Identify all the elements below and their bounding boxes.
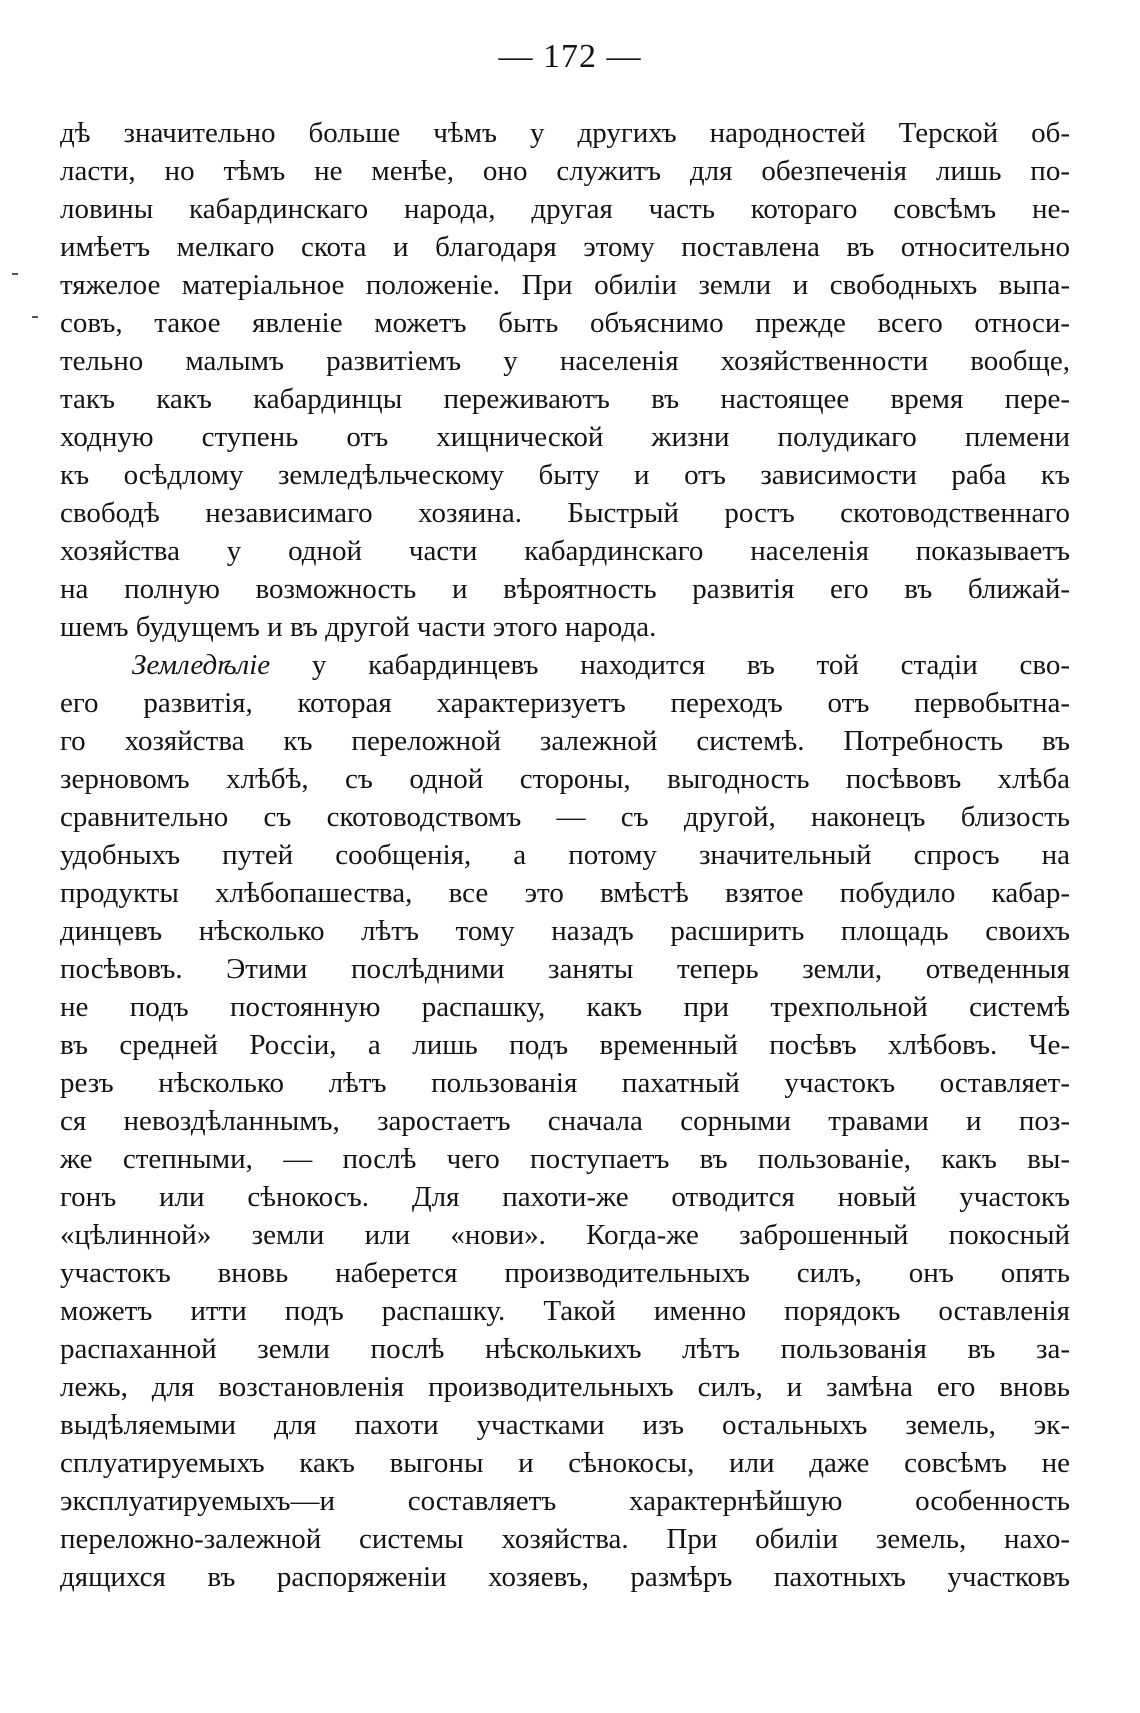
text-line: зерновомъ хлѣбѣ, съ одной стороны, выгодность посѣвовъ хлѣба bbox=[60, 763, 1070, 795]
text-line: имѣетъ мелкаго скота и благодаря этому поставлена въ относительно bbox=[60, 231, 1070, 263]
text-line: ся невоздѣланнымъ, заростаетъ сначала сорными травами и поз- bbox=[60, 1105, 1070, 1137]
paragraph-2 bbox=[60, 646, 1070, 1596]
text-line: продукты хлѣбопашества, все это вмѣстѣ взятое побудило кабар- bbox=[60, 877, 1070, 909]
text-line: удобныхъ путей сообщенія, а потому значительный спросъ на bbox=[60, 839, 1070, 871]
text-line: тяжелое матеріальное положеніе. При обиліи земли и свободныхъ выпа- bbox=[60, 269, 1070, 301]
margin-mark bbox=[32, 316, 38, 318]
text-line: ходную ступень отъ хищнической жизни полудикаго племени bbox=[60, 421, 1070, 453]
text-line: дящихся въ распоряженіи хозяевъ, размѣръ пахотныхъ участковъ bbox=[60, 1561, 1070, 1593]
text-line: динцевъ нѣсколько лѣтъ тому назадъ расширить площадь своихъ bbox=[60, 915, 1070, 947]
text-line: го хозяйства къ переложной залежной системѣ. Потребность въ bbox=[60, 725, 1070, 757]
text-line: тельно малымъ развитіемъ у населенія хозяйственности вообще, bbox=[60, 345, 1070, 377]
emphasis-term: Земледѣліе bbox=[132, 649, 271, 681]
text-line: въ средней Россіи, а лишь подъ временный посѣвъ хлѣбовъ. Че- bbox=[60, 1029, 1070, 1061]
text-fragment: у кабардинцевъ находится въ той стадіи сво- bbox=[270, 649, 1070, 681]
text-line bbox=[60, 646, 1070, 684]
text-line: можетъ итти подъ распашку. Такой именно порядокъ оставленія bbox=[60, 1295, 1070, 1327]
text-line: его развитія, которая характеризуетъ переходъ отъ первобытна- bbox=[60, 687, 1070, 719]
text-line: выдѣляемыми для пахоти участками изъ остальныхъ земель, эк- bbox=[60, 1409, 1070, 1441]
text-line: сравнительно съ скотоводствомъ — съ другой, наконецъ близость bbox=[60, 801, 1070, 833]
text-line: переложно-залежной системы хозяйства. При обиліи земель, нахо- bbox=[60, 1523, 1070, 1555]
text-line: гонъ или сѣнокосъ. Для пахоти-же отводится новый участокъ bbox=[60, 1181, 1070, 1213]
text-line: не подъ постоянную распашку, какъ при трехпольной системѣ bbox=[60, 991, 1070, 1023]
text-column bbox=[60, 114, 1070, 1596]
text-line: свободѣ независимаго хозяина. Быстрый ростъ скотоводственнаго bbox=[60, 497, 1070, 529]
text-line: шемъ будущемъ и въ другой части этого народа. bbox=[60, 611, 657, 643]
margin-mark bbox=[12, 273, 18, 275]
text-line: на полную возможность и вѣроятность развитія его въ ближай- bbox=[60, 573, 1070, 605]
text-line: «цѣлинной» земли или «нови». Когда-же заброшенный покосный bbox=[60, 1219, 1070, 1251]
text-line: хозяйства у одной части кабардинскаго населенія показываетъ bbox=[60, 535, 1070, 567]
text-line: лежь, для возстановленія производительныхъ силъ, и замѣна его вновь bbox=[60, 1371, 1070, 1403]
text-line: къ осѣдлому земледѣльческому быту и отъ зависимости раба къ bbox=[60, 459, 1070, 491]
text-line: такъ какъ кабардинцы переживаютъ въ настоящее время пере- bbox=[60, 383, 1070, 415]
text-line: распаханной земли послѣ нѣсколькихъ лѣтъ пользованія въ за- bbox=[60, 1333, 1070, 1365]
text-line: ловины кабардинскаго народа, другая часть котораго совсѣмъ не- bbox=[60, 193, 1070, 225]
text-line: участокъ вновь наберется производительныхъ силъ, онъ опять bbox=[60, 1257, 1070, 1289]
text-line: посѣвовъ. Этими послѣдними заняты теперь земли, отведенныя bbox=[60, 953, 1070, 985]
text-line: дѣ значительно больше чѣмъ у другихъ народностей Терской об- bbox=[60, 117, 1070, 149]
text-line: совъ, такое явленіе можетъ быть объяснимо прежде всего относи- bbox=[60, 307, 1070, 339]
text-line: эксплуатируемыхъ—и составляетъ характернѣйшую особенность bbox=[60, 1485, 1070, 1517]
text-line: же степными, — послѣ чего поступаетъ въ пользованіе, какъ вы- bbox=[60, 1143, 1070, 1175]
page-number: — 172 — bbox=[498, 38, 642, 75]
paragraph-1 bbox=[60, 114, 1070, 646]
text-line: сплуатируемыхъ какъ выгоны и сѣнокосы, или даже совсѣмъ не bbox=[60, 1447, 1070, 1479]
text-line: ласти, но тѣмъ не менѣе, оно служитъ для обезпеченія лишь по- bbox=[60, 155, 1070, 187]
text-line: резъ нѣсколько лѣтъ пользованія пахатный участокъ оставляет- bbox=[60, 1067, 1070, 1099]
